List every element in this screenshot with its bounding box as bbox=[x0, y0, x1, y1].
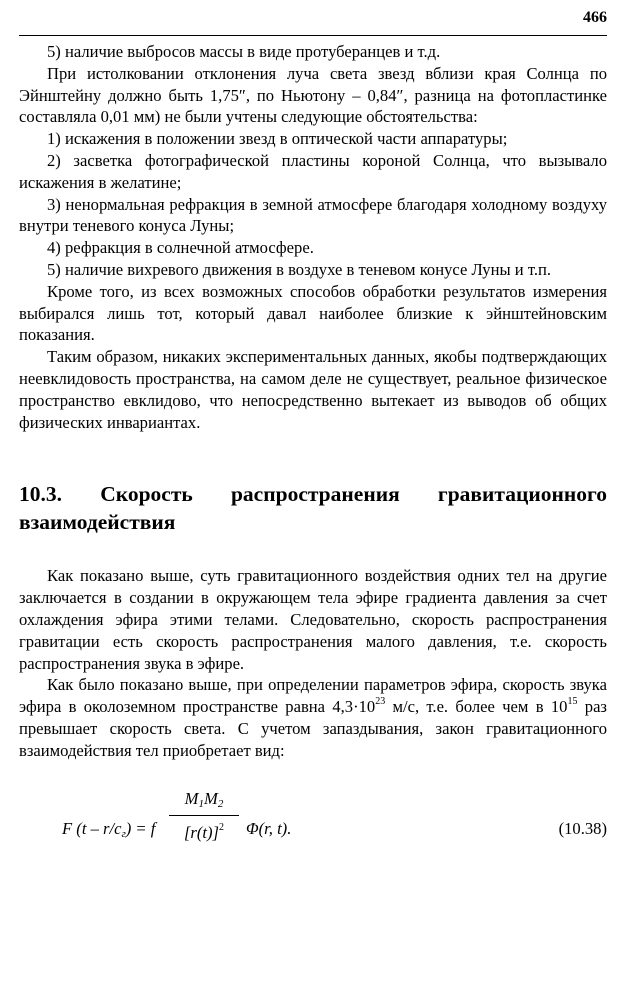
paragraph: 5) наличие выбросов массы в виде протуберанцев и т.д. bbox=[47, 42, 441, 61]
paragraph: 2) засветка фотографической пластины короной Солнца, что вызывало искажения в желатине; bbox=[19, 150, 607, 192]
paragraph: Кроме того, из всех возможных способов обработки результатов измерения выбирался лишь тот, который давал наиболее близкие к эйнштейновским показания. bbox=[19, 281, 607, 345]
page-number: 466 bbox=[583, 9, 607, 26]
formula-lhs: F $(t - r/c_г) = f$ bbox=[62, 818, 156, 840]
exponent: 15 bbox=[567, 696, 578, 708]
formula-rhs: Φ(r, t). bbox=[246, 818, 292, 838]
equation-number: (10.38) bbox=[558, 818, 607, 838]
paragraph: 3) ненормальная рефракция в земной атмосфере благодаря холодному воздуху внутри теневого конуса Луны; bbox=[19, 194, 607, 236]
header-rule bbox=[19, 35, 607, 36]
paragraph: 5) наличие вихревого движения в воздухе в теневом конусе Луны и т.п. bbox=[47, 259, 551, 279]
paragraph: При истолковании отклонения луча света звезд вблизи края Солнца по Эйнштейну должно быть 1,75″, по Ньютону – 0,84″, разница на фотопластинке составляла 0,01 мм) не были учтены следующие обстоятельства: bbox=[19, 63, 607, 127]
text-run: м/с, т.е. более чем в 10 bbox=[385, 697, 568, 717]
text-run: раз превышает скорость света. С учетом запаздывания, закон гравитационного взаимодействия тел приобретает вид: bbox=[19, 697, 607, 760]
paragraph: 1) искажения в положении звезд в оптической части аппаратуры; bbox=[47, 129, 508, 149]
formula-fraction bbox=[169, 788, 239, 845]
formula-denominator: $[r(t)]^2$ bbox=[183, 822, 225, 843]
paragraph: 4) рефракция в солнечной атмосфере. bbox=[47, 238, 314, 258]
page-content bbox=[19, 41, 607, 880]
formula-10-38 bbox=[19, 780, 607, 880]
fraction-bar bbox=[169, 815, 239, 816]
paragraph: Таким образом, никаких экспериментальных данных, якобы подтверждающих неевклидовость пространства, на самом деле не существует, реальное физическое пространство евклидово, что непосредственно вытекает из выводов об общих физических инвариантах. bbox=[19, 347, 607, 432]
formula-numerator: $M_1M_2$ bbox=[184, 788, 224, 810]
paragraph: Как показано выше, суть гравитационного воздействия одних тел на другие заключается в создании в окружающем тела эфире градиента давления за счет охлаждения эфира этими телами. Следовательно, скорость распространения гравитации есть скорость распространения малого давления, т.е. скорость распространения звука в эфире. bbox=[19, 566, 607, 673]
section-heading: 10.3. Скорость распространения гравитационного взаимодействия bbox=[19, 482, 607, 535]
text-run: Как было показано выше, при определении параметров эфира, скорость звука эфира в околоземном пространстве равна 4,3·10 bbox=[19, 675, 607, 717]
exponent: 23 bbox=[375, 696, 386, 708]
paragraph-speed bbox=[19, 674, 607, 761]
